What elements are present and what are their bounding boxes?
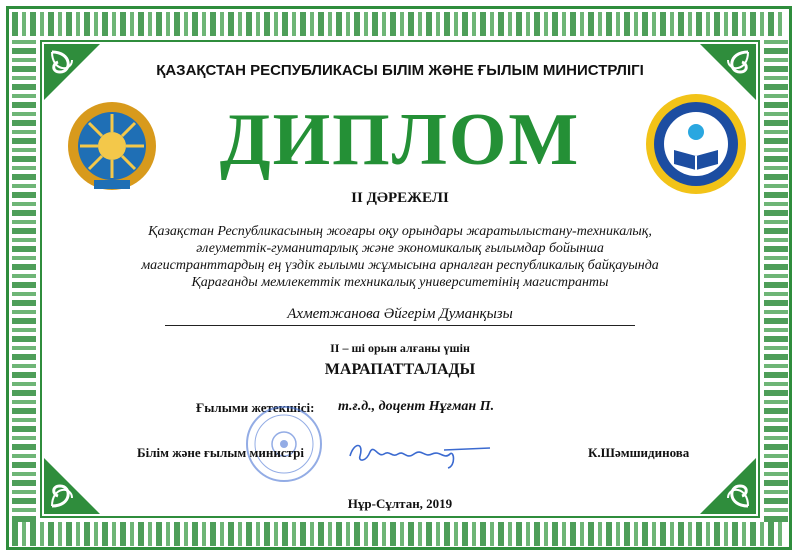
- degree-label: II ДӘРЕЖЕЛІ: [351, 190, 449, 206]
- description-line: Қарағанды мемлекеттік техникалық университетінің магистранты: [191, 275, 609, 290]
- corner-ornament-icon: [698, 456, 758, 516]
- description-line: әлеуметтік-гуманитарлық және экономикалық ғылымдар бойынша: [196, 241, 604, 256]
- supervisor-label: Ғылыми жетекшісі:: [196, 400, 315, 415]
- minister-name: К.Шәмшидинова: [588, 445, 690, 460]
- recipient-name: Ахметжанова Әйгерім Думанқызы: [165, 306, 635, 326]
- description-line: магистранттардың ең үздік ғылыми жұмысына арналған республикалық байқауында: [141, 258, 659, 273]
- kazakhstan-state-emblem-icon: [62, 96, 162, 196]
- description-line: Қазақстан Республикасының жоғары оқу орындары жаратылыстану-техникалық,: [148, 224, 652, 239]
- supervisor-name: т.ғ.д., доцент Нұғман П.: [338, 399, 495, 414]
- place-text: II – ші орын алғаны үшін: [330, 341, 470, 355]
- award-description: [90, 223, 710, 291]
- ornament-band-left: [12, 36, 36, 522]
- signature-icon: [344, 432, 494, 472]
- corner-ornament-icon: [42, 456, 102, 516]
- ornament-band-bottom: [12, 522, 786, 546]
- minister-label: Білім және ғылым министрі: [137, 445, 305, 460]
- ministry-heading: ҚАЗАҚСТАН РЕСПУБЛИКАСЫ БІЛІМ ЖӘНЕ ҒЫЛЫМ МИНИСТРЛІГІ: [156, 62, 644, 79]
- city-year: Нұр-Сұлтан, 2019: [347, 496, 453, 511]
- diploma-title: ДИПЛОМ: [219, 99, 581, 181]
- corner-ornament-icon: [42, 42, 102, 102]
- awarded-text: МАРАПАТТАЛАДЫ: [324, 361, 476, 378]
- official-stamp-icon: [244, 404, 324, 484]
- ministry-logo-icon: [644, 92, 748, 196]
- ornament-band-right: [764, 36, 788, 522]
- ornament-band-top: [12, 12, 786, 36]
